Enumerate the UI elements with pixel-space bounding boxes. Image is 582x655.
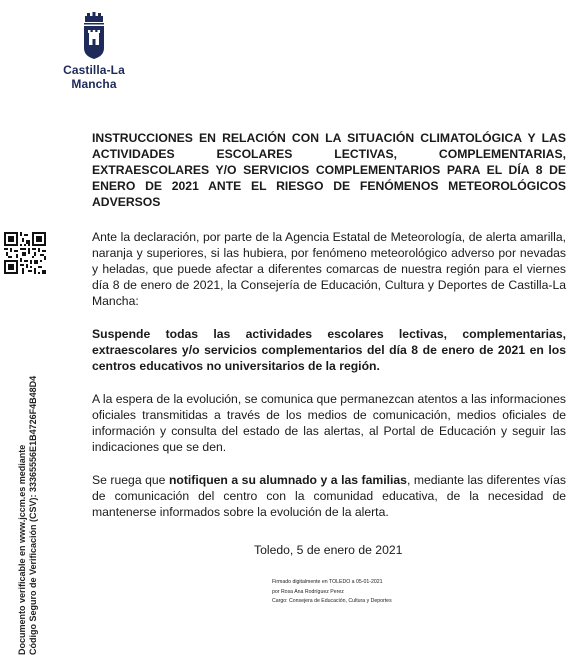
logo-text: Castilla-La Mancha (63, 63, 125, 91)
notification-text-bold: notifiquen a su alumnado y a las familias (168, 473, 407, 487)
document-body (92, 130, 566, 537)
signature-line-1: Firmado digitalmente en TOLEDO a 05-01-2021 (272, 579, 383, 585)
signature-line-2: por Rosa Ana Rodríguez Perez (272, 588, 344, 595)
paragraph-notification (92, 472, 566, 520)
verification-sidebar (0, 222, 50, 655)
paragraph-evolution: A la espera de la evolución, se comunica que permanezcan atentos a las informaciones oficiales transmitidas a través de los medios de comunicación, medios oficiales de información y consulta del estado de las alertas, al Portal de Educación y seguir las indicaciones que se den. (92, 392, 566, 454)
paragraph-declaration: Ante la declaración, por parte de la Agencia Estatal de Meteorología, de alerta amarilla, naranja y superiores, si las hubiera, por fenómeno meteorológico adverso por nevadas y heladas, que puede afectar a diferentes comarcas de nuestra región para el viernes día 8 de enero de 2021, la Consejería de Educación, Cultura y Deportes de Castilla-La Mancha: (92, 230, 566, 308)
notification-text-end: , mediante las diferentes vías de comunicación del centro con la comunidad educativa, de la necesidad de mantenerse informados sobre la evolución de la alerta. (92, 473, 566, 519)
header-logo (44, 12, 144, 91)
verification-line-2: Código Seguro de Verificación (CSV): 33365556E1B4726F4B48D4 (28, 375, 38, 655)
notification-text-start: Se ruega que (92, 473, 169, 487)
place-date: Toledo, 5 de enero de 2021 (254, 543, 403, 557)
signature-line-3: Cargo: Consejera de Educación, Cultura y Deportes (272, 598, 392, 604)
verification-line-1: Documento verificable en www.jccm.es mediante (17, 444, 27, 655)
castle-crest-icon (79, 12, 109, 60)
paragraph-suspension: Suspende todas las actividades escolares lectivas, complementarias, extraescolares y/o servicios complementarios del día 8 de enero de 2021 en los centros educativos no universitarios de la región. (92, 327, 566, 373)
digital-signature (272, 578, 392, 607)
csv-verification-text (17, 255, 39, 655)
document-title: INSTRUCCIONES EN RELACIÓN CON LA SITUACIÓN CLIMATOLÓGICA Y LAS ACTIVIDADES ESCOLARES LECTIVAS, COMPLEMENTARIAS, EXTRAESCOLARES Y/O SERVICIOS COMPLEMENTARIOS PARA EL DÍA 8 DE ENERO DE 2021 ANTE EL RIESGO DE FENÓMENOS METEOROLÓGICOS ADVERSOS (92, 131, 566, 209)
